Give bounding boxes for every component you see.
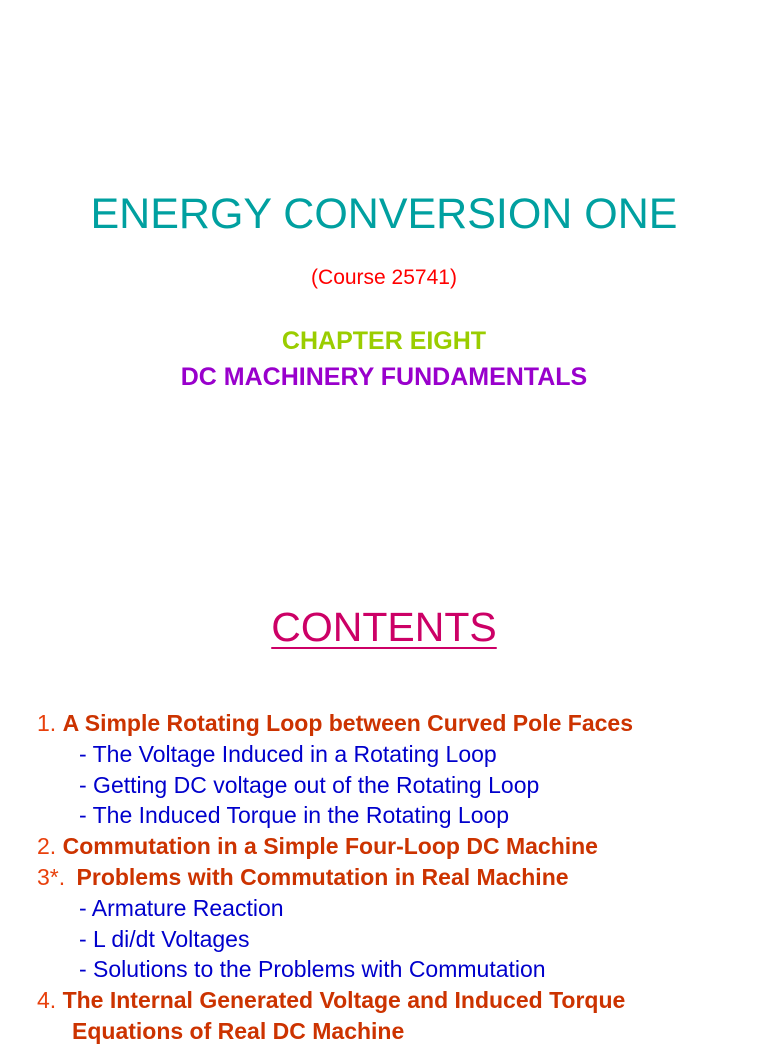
chapter-number: CHAPTER EIGHT xyxy=(281,327,487,355)
toc-item-2 xyxy=(0,831,768,862)
chapter-title: DC MACHINERY FUNDAMENTALS xyxy=(180,363,588,391)
toc-subitem: - Solutions to the Problems with Commutation xyxy=(79,956,546,983)
toc-item-number: 4. xyxy=(37,987,57,1014)
toc-item-number: 3*. xyxy=(37,863,66,890)
toc-item-title: Problems with Commutation in Real Machine xyxy=(76,863,569,890)
toc-item-number: 2. xyxy=(37,833,57,860)
toc-subitem: - The Induced Torque in the Rotating Loop xyxy=(79,802,510,829)
contents-heading-text: CONTENTS xyxy=(271,604,497,650)
contents-heading xyxy=(0,602,768,652)
table-of-contents xyxy=(0,708,768,1047)
toc-item-4 xyxy=(0,985,768,1016)
toc-subitem: - Armature Reaction xyxy=(79,894,284,921)
toc-item-title: Commutation in a Simple Four-Loop DC Machine xyxy=(62,833,598,860)
toc-item-4-continued xyxy=(0,1016,768,1047)
toc-item-3 xyxy=(0,862,768,893)
toc-item-title: The Internal Generated Voltage and Induced Torque xyxy=(62,987,626,1014)
course-title: ENERGY CONVERSION ONE xyxy=(90,190,678,238)
toc-item-title: A Simple Rotating Loop between Curved Pole Faces xyxy=(62,710,633,736)
toc-subitem: - The Voltage Induced in a Rotating Loop xyxy=(79,740,497,767)
toc-subitem: - L di/dt Voltages xyxy=(79,925,250,952)
toc-item-number: 1. xyxy=(37,710,57,736)
toc-subitem: - Getting DC voltage out of the Rotating Loop xyxy=(79,771,540,798)
toc-item-title-continued: Equations of Real DC Machine xyxy=(72,1017,405,1044)
course-number: (Course 25741) xyxy=(311,266,457,289)
toc-item-1 xyxy=(0,708,768,739)
